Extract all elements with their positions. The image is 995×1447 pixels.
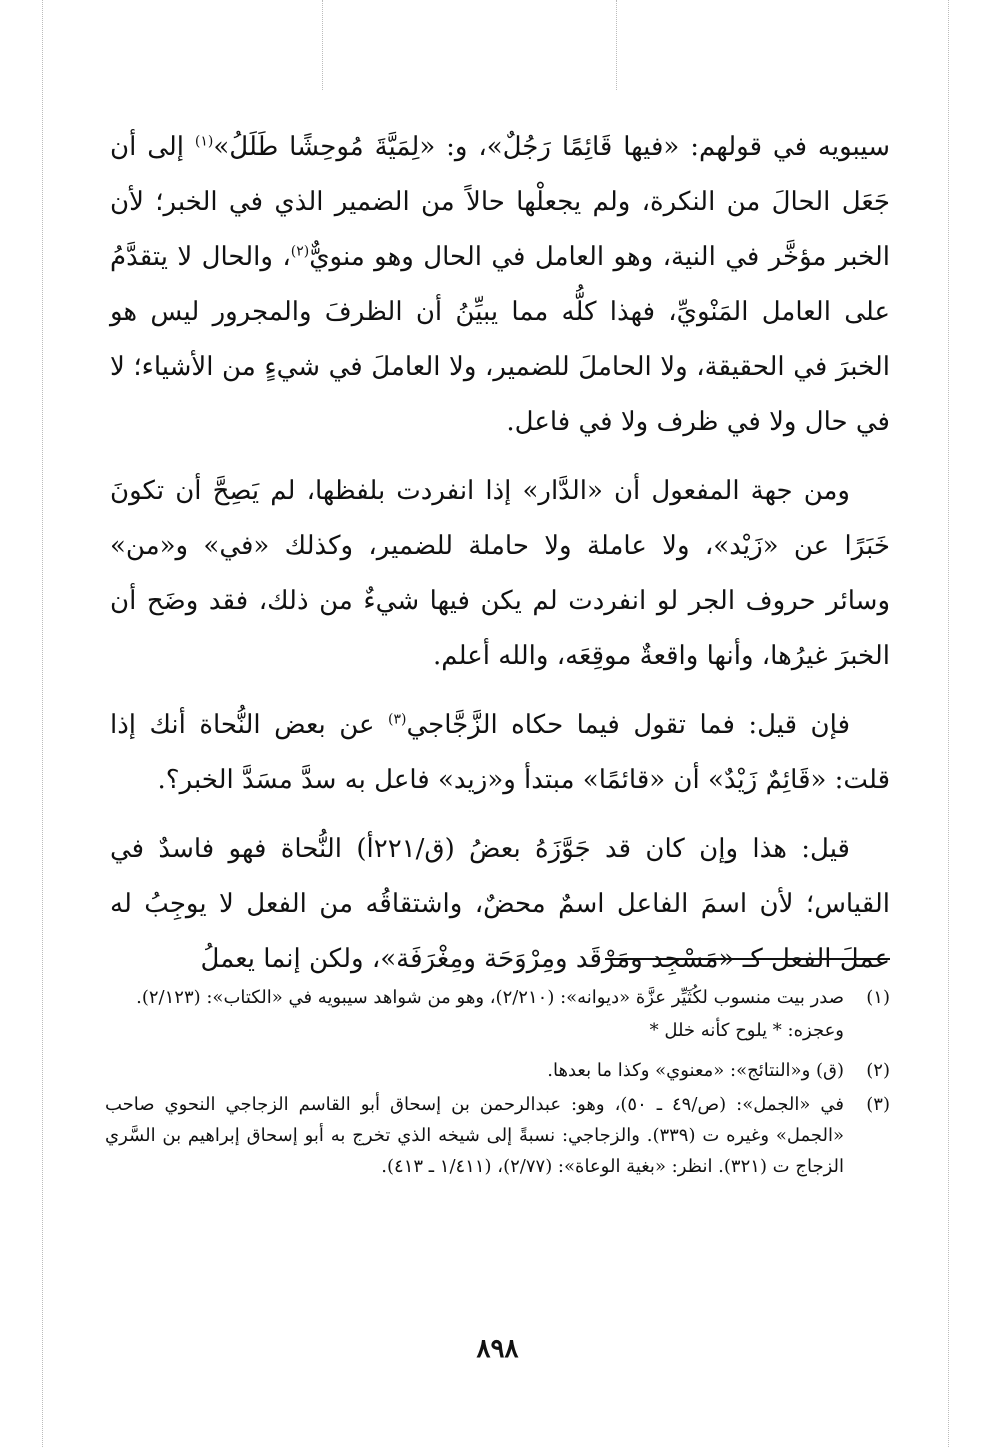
paragraph-3 (110, 698, 890, 808)
main-text (110, 120, 890, 1001)
footnote-1 (105, 982, 890, 1052)
scan-guide-line-right (616, 0, 617, 90)
footnote-3-text: في «الجمل»: (ص/٤٩ ـ ٥٠)، وهو: عبدالرحمن بن إسحاق أبو القاسم الزجاجي النحوي صاحب «الجمل» وغيره ت (٣٣٩). والزجاجي: نسبةً إلى شيخه الذي تخرج به أبو إسحاق إبراهيم بن السَّري الزجاج ت (٣٢١). انظر: «بغية الوعاة»: (٢/٧٧)، (١/٤١١ ـ ٤١٣). (105, 1094, 845, 1177)
footnotes (105, 982, 890, 1185)
scan-guide-line-mid (322, 0, 323, 90)
footnote-2 (105, 1055, 890, 1086)
footnote-2-text: (ق) و«النتائج»: «معنوي» وكذا ما بعدها. (547, 1060, 844, 1081)
footnote-1-verse: وعجزه: * يلوح كأنه خلل * (649, 1020, 844, 1041)
footnote-3 (105, 1089, 890, 1182)
paragraph-1-text-c: ، والحال لا يتقدَّمُ على العامل المَنْويِّ، فهذا كلُّه مما يبيِّنُ أن الظرفَ والمجرور ليس هو الخبرَ في الحقيقة، ولا الحاملَ للضمير، ولا العاملَ في شيءٍ من الأشياء؛ لا في حال ولا في ظرف ولا في فاعل. (110, 242, 890, 437)
footnote-2-number: (٢) (866, 1060, 890, 1081)
paragraph-3-text-a: فإن قيل: فما تقول فيما حكاه الزَّجَّاجي (406, 710, 851, 740)
paragraph-1 (110, 120, 890, 450)
paragraph-3-text-b: عن بعض النُّحاة أنك إذا قلت: «قَائِمٌ زَيْدٌ» أن «قائمًا» مبتدأ و«زيد» فاعل به سدَّ مسَدَّ الخبر؟. (110, 710, 890, 795)
footnote-1-text: صدر بيت منسوب لكُثَيِّر عزَّة «ديوانه»: (٢/٢١٠)، وهو من شواهد سيبويه في «الكتاب»: (٢/١٢٣). (136, 987, 844, 1008)
footnote-1-body (105, 982, 844, 1052)
page-number: ٨٩٨ (476, 1334, 519, 1364)
footnote-ref-2: (٢) (290, 243, 310, 260)
footnote-ref-3: (٣) (388, 711, 407, 728)
paragraph-1-text-b: إلى أن جَعَل الحالَ من النكرة، ولم يجعلْها حالاً من الضمير الذي في الخبر؛ لأن الخبر مؤخَّر في النية، وهو العامل في الحال وهو منويٌّ (110, 132, 890, 272)
footnote-ref-1: (١) (194, 133, 214, 150)
paragraph-2 (110, 464, 890, 684)
scan-guide-line-left (42, 0, 43, 1447)
footnote-1-number: (١) (866, 987, 890, 1008)
paragraph-4-text: قيل: هذا وإن كان قد جَوَّزَهُ بعضُ (ق/٢٢١أ) النُّحاة فهو فاسدٌ في القياس؛ لأن اسمَ الفاعل اسمٌ محضٌ، واشتقاقُه من الفعل لا يوجِبُ له عملَ الفعل كـ «مَسْجِد ومَرْقَد ومِرْوَحَة ومِغْرَفَة»، ولكن إنما يعملُ (110, 834, 890, 974)
paragraph-2-text: ومن جهة المفعول أن «الدَّار» إذا انفردت بلفظها، لم يَصِحَّ أن تكونَ خَبَرًا عن «زَيْد»، ولا عاملة ولا حاملة للضمير، وكذلك «في» و«من» وسائر حروف الجر لو انفردت لم يكن فيها شيءٌ من ذلك، فقد وضَح أن الخبرَ غيرُها، وأنها واقعةٌ موقِعَه، والله أعلم. (110, 476, 890, 671)
scan-guide-line-edge (948, 0, 949, 1447)
footnote-3-number: (٣) (866, 1094, 890, 1115)
paragraph-4 (110, 822, 890, 987)
paragraph-1-text-a: سيبويه في قولهم: «فيها قَائِمًا رَجُلٌ»، و: «لِمَيَّةَ مُوحِشًا طَلَلُ» (213, 132, 890, 162)
footnote-separator (605, 958, 890, 960)
